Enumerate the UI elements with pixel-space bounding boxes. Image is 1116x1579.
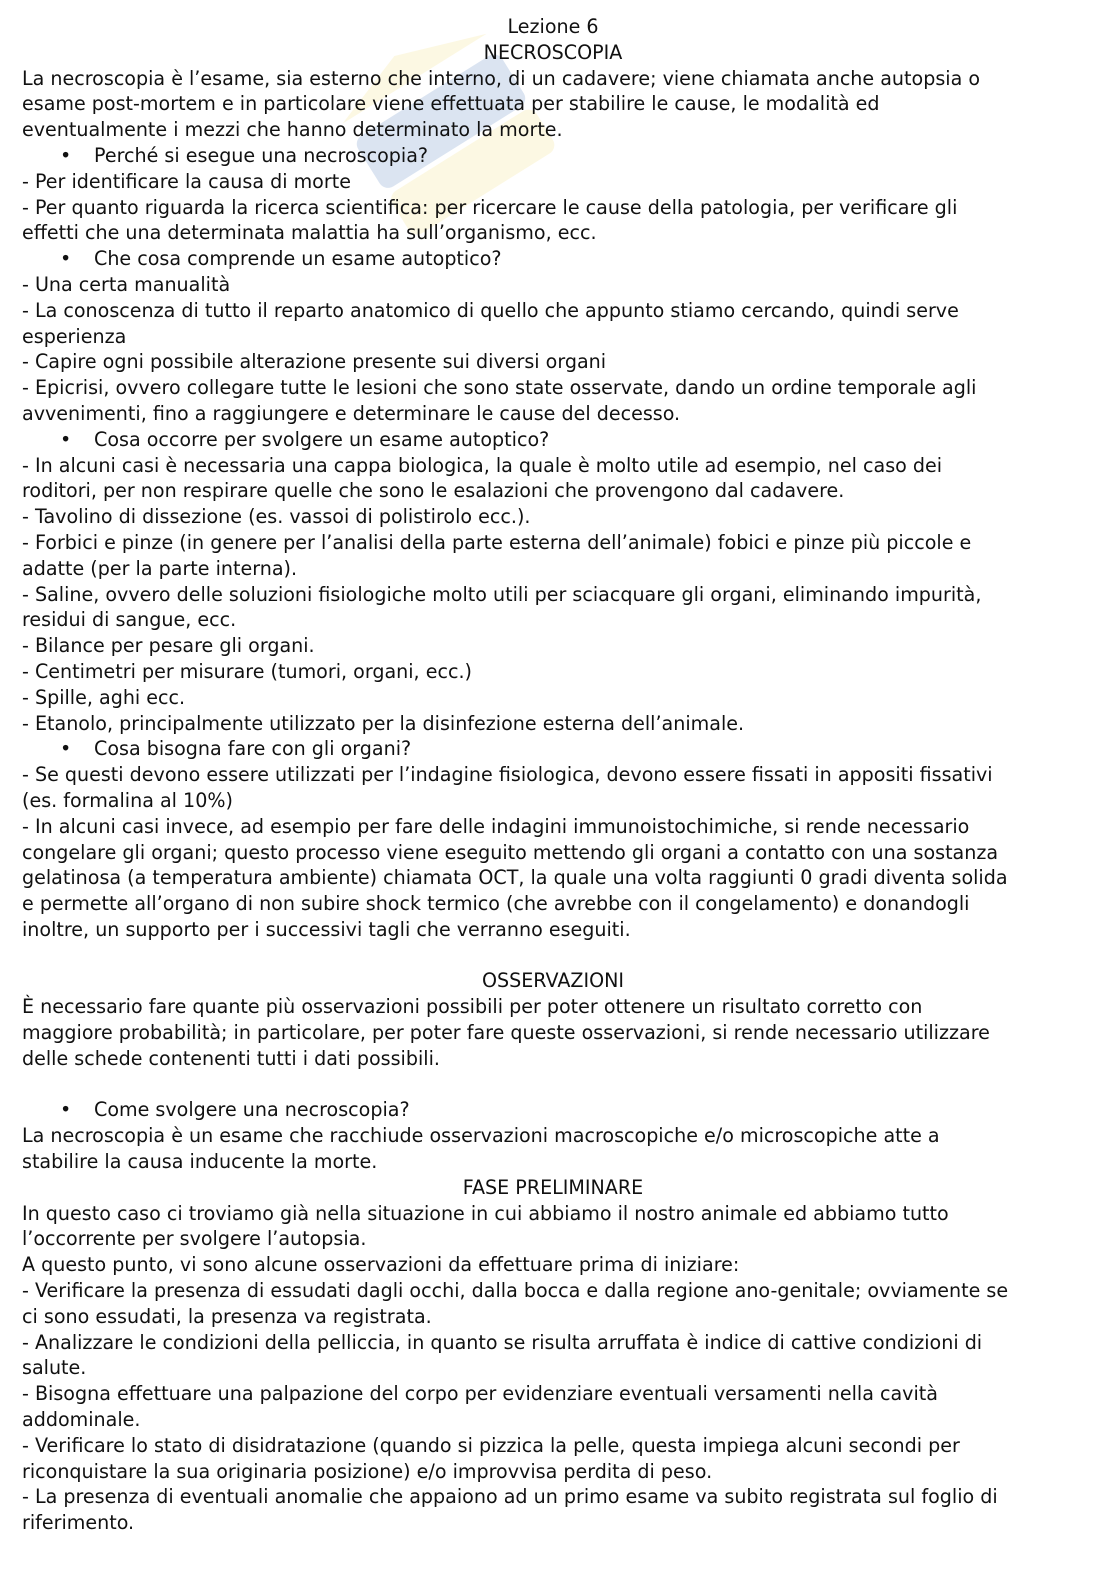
- list-item: [22, 1278, 1084, 1330]
- bullet-question: [22, 1097, 1084, 1123]
- document-page: [22, 14, 1084, 1536]
- paragraph-line: eventualmente i mezzi che hanno determinato la morte.: [22, 118, 563, 142]
- list-item-line: - Centimetri per misurare (tumori, organi, ecc.): [22, 659, 472, 683]
- list-item: [22, 349, 1084, 375]
- paragraph-line: La necroscopia è un esame che racchiude osservazioni macroscopiche e/o microscopiche atte a: [22, 1124, 940, 1148]
- spacer: [22, 943, 1084, 969]
- list-item-line: riconquistare la sua originaria posizione) e/o improvvisa perdita di peso.: [22, 1459, 713, 1483]
- list-item: [22, 685, 1084, 711]
- list-item: [22, 1330, 1084, 1382]
- list-item-line: - Una certa manualità: [22, 272, 231, 296]
- list-item: [22, 453, 1084, 505]
- paragraph-line: A questo punto, vi sono alcune osservazioni da effettuare prima di iniziare:: [22, 1253, 740, 1277]
- list-item: [22, 659, 1084, 685]
- observations-paragraph: [22, 994, 1084, 1071]
- list-item: [22, 711, 1084, 737]
- bullet-text: Come svolgere una necroscopia?: [94, 1098, 410, 1122]
- preliminary-list: [22, 1278, 1084, 1536]
- paragraph-line: l’occorrente per svolgere l’autopsia.: [22, 1227, 367, 1251]
- list-item-line: - Verificare la presenza di essudati dagli occhi, dalla bocca e dalla regione ano-genitale; ovviamente se: [22, 1279, 1009, 1303]
- list-item-line: inoltre, un supporto per i successivi tagli che verranno eseguiti.: [22, 917, 631, 941]
- list-item: [22, 272, 1084, 298]
- list-item-line: - Forbici e pinze (in genere per l’analisi della parte esterna dell’animale) fobici e pinze più piccole e: [22, 530, 972, 554]
- list-item-line: - Bisogna effettuare una palpazione del corpo per evidenziare eventuali versamenti nella cavità: [22, 1382, 938, 1406]
- list-item-line: ci sono essudati, la presenza va registrata.: [22, 1304, 432, 1328]
- list-item-line: (es. formalina al 10%): [22, 788, 233, 812]
- paragraph-line: esame post-mortem e in particolare viene effettuata per stabilire le cause, le modalità ed: [22, 92, 880, 116]
- preliminary-title: FASE PRELIMINARE: [462, 1175, 644, 1199]
- list-item-line: - La presenza di eventuali anomalie che appaiono ad un primo esame va subito registrata sul foglio di: [22, 1485, 998, 1509]
- list-item: [22, 1433, 1084, 1485]
- list-item-line: - Analizzare le condizioni della pelliccia, in quanto se risulta arruffata è indice di cattive condizioni di: [22, 1330, 983, 1354]
- list-item-line: riferimento.: [22, 1511, 135, 1535]
- list-item: [22, 169, 1084, 195]
- list-item-line: esperienza: [22, 324, 127, 348]
- list-item: [22, 814, 1084, 943]
- list-item-line: avvenimenti, fino a raggiungere e determinare le cause del decesso.: [22, 401, 681, 425]
- paragraph-line: stabilire la causa inducente la morte.: [22, 1150, 378, 1174]
- list-item-line: roditori, per non respirare quelle che sono le esalazioni che provengono dal cadavere.: [22, 479, 845, 503]
- paragraph-line: In questo caso ci troviamo già nella situazione in cui abbiamo il nostro animale ed abbiamo tutto: [22, 1201, 949, 1225]
- list-item-line: - Tavolino di dissezione (es. vassoi di polistirolo ecc.).: [22, 505, 531, 529]
- list-item: [22, 1381, 1084, 1433]
- bullet-icon: •: [60, 427, 72, 451]
- list-item-line: - Epicrisi, ovvero collegare tutte le lesioni che sono state osservate, dando un ordine temporale agli: [22, 376, 977, 400]
- list-item-line: effetti che una determinata malattia ha sull’organismo, ecc.: [22, 221, 597, 245]
- bullet-icon: •: [60, 1098, 72, 1122]
- bullet-text: Perché si esegue una necroscopia?: [94, 143, 429, 167]
- paragraph-line: delle schede contenenti tutti i dati possibili.: [22, 1046, 440, 1070]
- list-item-line: - In alcuni casi invece, ad esempio per fare delle indagini immunoistochimiche, si rende necessario: [22, 814, 970, 838]
- paragraph-line: maggiore probabilità; in particolare, per poter fare queste osservazioni, si rende necessario utilizzare: [22, 1021, 990, 1045]
- bullet-icon: •: [60, 737, 72, 761]
- list-item-line: - Saline, ovvero delle soluzioni fisiologiche molto utili per sciacquare gli organi, eliminando impurità,: [22, 582, 982, 606]
- list-item: [22, 298, 1084, 350]
- list-item: [22, 504, 1084, 530]
- preliminary-intro: [22, 1201, 1084, 1278]
- spacer: [22, 1072, 1084, 1098]
- list-item-line: - Etanolo, principalmente utilizzato per la disinfezione esterna dell’animale.: [22, 711, 745, 735]
- bullet-question: [22, 427, 1084, 453]
- list-item-line: addominale.: [22, 1408, 141, 1432]
- intro-paragraph: [22, 66, 1084, 143]
- bullet-icon: •: [60, 143, 72, 167]
- observations-title: OSSERVAZIONI: [481, 969, 625, 993]
- list-item-line: - Capire ogni possibile alterazione presente sui diversi organi: [22, 350, 607, 374]
- page-title: NECROSCOPIA: [483, 40, 623, 64]
- list-item-line: gelatinosa (a temperatura ambiente) chiamata OCT, la quale una volta raggiunti 0 gradi diventa solida: [22, 866, 1008, 890]
- bullet-question: [22, 143, 1084, 169]
- list-item: [22, 633, 1084, 659]
- how-to-paragraph: [22, 1123, 1084, 1175]
- bullet-text: Cosa occorre per svolgere un esame autoptico?: [94, 427, 550, 451]
- list-item-line: - Verificare lo stato di disidratazione (quando si pizzica la pelle, questa impiega alcuni secondi per: [22, 1433, 960, 1457]
- bullet-question: [22, 246, 1084, 272]
- list-item-line: - La conoscenza di tutto il reparto anatomico di quello che appunto stiamo cercando, quindi serve: [22, 298, 959, 322]
- paragraph-line: La necroscopia è l’esame, sia esterno che interno, di un cadavere; viene chiamata anche autopsia o: [22, 66, 981, 90]
- list-item-line: congelare gli organi; questo processo viene eseguito mettendo gli organi a contatto con una sostanza: [22, 840, 999, 864]
- question-sections: [22, 143, 1084, 943]
- list-item: [22, 195, 1084, 247]
- list-item: [22, 762, 1084, 814]
- list-item-line: - In alcuni casi è necessaria una cappa biologica, la quale è molto utile ad esempio, nel caso dei: [22, 453, 943, 477]
- bullet-text: Cosa bisogna fare con gli organi?: [94, 737, 412, 761]
- list-item-line: adatte (per la parte interna).: [22, 556, 298, 580]
- list-item: [22, 582, 1084, 634]
- list-item-line: salute.: [22, 1356, 87, 1380]
- list-item-line: - Per identificare la causa di morte: [22, 169, 351, 193]
- list-item-line: e permette all’organo di non subire shock termico (che avrebbe con il congelamento) e donandogli: [22, 892, 970, 916]
- bullet-question: [22, 736, 1084, 762]
- list-item: [22, 1484, 1084, 1536]
- lesson-number: Lezione 6: [507, 15, 599, 38]
- list-item-line: - Per quanto riguarda la ricerca scientifica: per ricercare le cause della patologia, per verificare gli: [22, 195, 958, 219]
- list-item-line: - Bilance per pesare gli organi.: [22, 634, 315, 658]
- list-item-line: residui di sangue, ecc.: [22, 608, 237, 632]
- bullet-text: Che cosa comprende un esame autoptico?: [94, 247, 502, 271]
- paragraph-line: È necessario fare quante più osservazioni possibili per poter ottenere un risultato corretto con: [22, 995, 923, 1019]
- list-item-line: - Se questi devono essere utilizzati per l’indagine fisiologica, devono essere fissati in appositi fissativi: [22, 763, 993, 787]
- list-item-line: - Spille, aghi ecc.: [22, 685, 186, 709]
- bullet-icon: •: [60, 247, 72, 271]
- list-item: [22, 375, 1084, 427]
- list-item: [22, 530, 1084, 582]
